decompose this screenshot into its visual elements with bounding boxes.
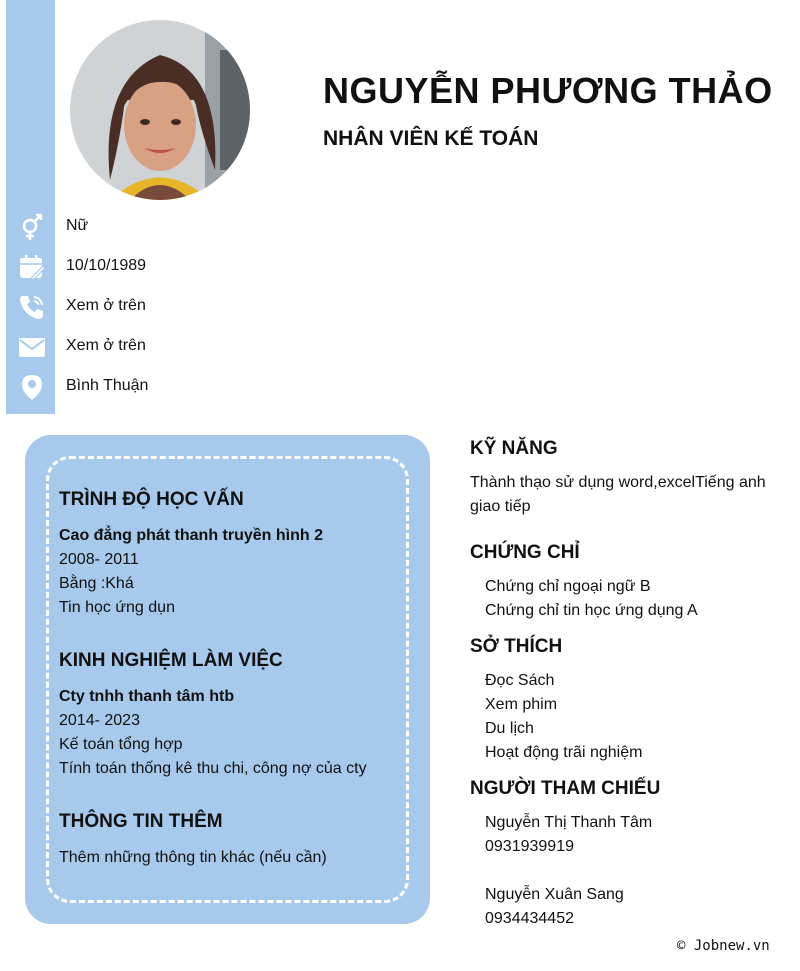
hobby-item: Xem phim [485,696,558,713]
reference-name: Nguyễn Thị Thanh Tâm [485,814,653,831]
hobby-item: Du lịch [485,720,534,737]
experience-role: Kế toán tổng hợp [59,736,183,753]
education-period: 2008- 2011 [59,551,139,568]
reference-name: Nguyễn Xuân Sang [485,886,624,903]
birthday-value: 10/10/1989 [66,257,147,274]
gender-value: Nữ [66,217,89,234]
phone-value: Xem ở trên [66,297,146,314]
email-value: Xem ở trên [66,337,146,354]
education-degree: Bằng :Khá [59,575,134,592]
hobby-item: Đọc Sách [485,672,555,689]
info-row-phone [0,287,400,327]
copyright-notice: © Jobnew.vn [677,938,770,954]
info-row-location [0,367,400,407]
profile-photo [70,20,250,200]
experience-description: Tính toán thống kê thu chi, công nợ của cty [59,760,367,777]
reference-phone: 0931939919 [485,838,574,855]
info-row-gender [0,207,400,247]
location-icon [18,373,46,401]
education-major: Tin học ứng dụn [59,599,175,616]
education-title: TRÌNH ĐỘ HỌC VẤN [59,489,244,510]
additional-info-title: THÔNG TIN THÊM [59,811,223,832]
panel-dashed-border [46,456,409,903]
hobbies-title: SỞ THÍCH [470,636,563,657]
hobby-item: Hoạt động trãi nghiệm [485,744,643,761]
email-icon [18,333,46,361]
reference-phone: 0934434452 [485,910,574,927]
location-value: Bình Thuận [66,377,149,394]
references-title: NGƯỜI THAM CHIẾU [470,778,661,799]
education-school: Cao đẳng phát thanh truyền hình 2 [59,527,323,544]
job-title: NHÂN VIÊN KẾ TOÁN [323,127,539,150]
info-row-email [0,327,400,367]
experience-period: 2014- 2023 [59,712,140,729]
skills-title: KỸ NĂNG [470,438,558,459]
certificate-item: Chứng chỉ tin học ứng dụng A [485,602,698,619]
calendar-icon [18,253,46,281]
info-row-birthday [0,247,400,287]
candidate-name: NGUYỄN PHƯƠNG THẢO [323,70,773,111]
additional-info-text: Thêm những thông tin khác (nếu cần) [59,849,327,866]
experience-title: KINH NGHIỆM LÀM VIỆC [59,650,283,671]
experience-company: Cty tnhh thanh tâm htb [59,688,235,705]
gender-icon [18,213,46,241]
certificate-item: Chứng chỉ ngoại ngữ B [485,578,651,595]
certificates-title: CHỨNG CHỈ [470,542,580,563]
skills-text: Thành thạo sử dụng word,excelTiếng anh giao tiếp [470,474,766,515]
phone-icon [18,293,46,321]
